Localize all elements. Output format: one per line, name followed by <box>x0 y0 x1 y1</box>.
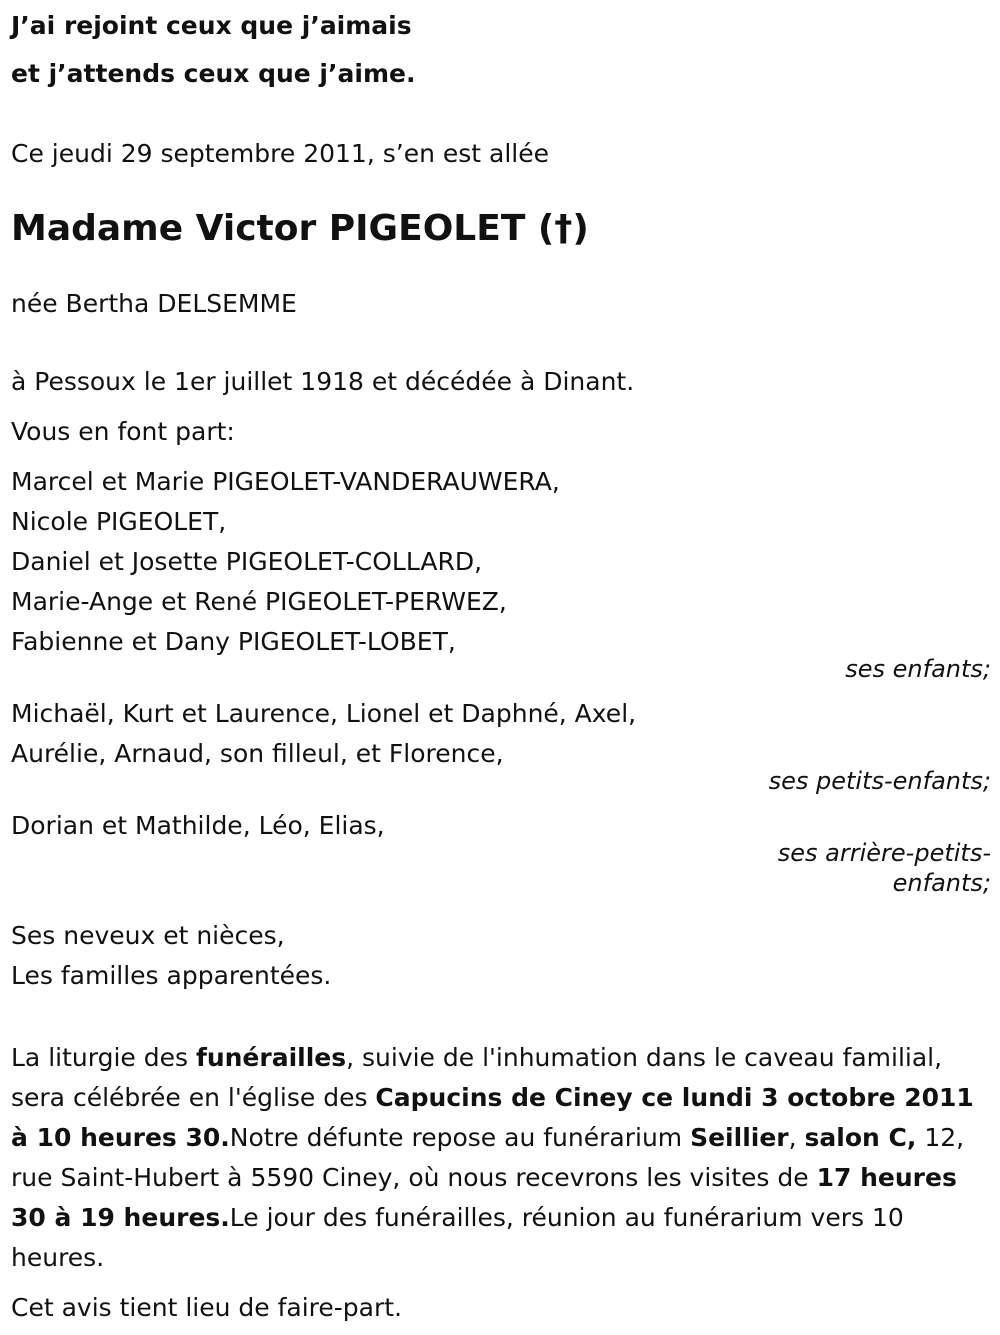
children-line: Marcel et Marie PIGEOLET-VANDERAUWERA, <box>11 467 560 496</box>
great-grandchildren-role <box>751 838 991 898</box>
grandchildren-line: Michaël, Kurt et Laurence, Lionel et Daphné, Axel, <box>11 699 637 728</box>
closing-note: Cet avis tient lieu de faire-part. <box>11 1293 403 1322</box>
funeral-text: La liturgie des <box>11 1043 196 1072</box>
epigraph <box>11 2 991 98</box>
great-grandchildren-line: Dorian et Mathilde, Léo, Elias, <box>11 811 385 840</box>
children-line: Fabienne et Dany PIGEOLET-LOBET, <box>11 627 456 656</box>
deceased-name <box>11 204 991 254</box>
intro-text: Ce jeudi 29 septembre 2011, s’en est allée <box>11 139 550 168</box>
announcement-label: Vous en font part: <box>11 417 235 446</box>
nephews-nieces: Ses neveux et nièces, <box>11 921 285 950</box>
great-grandchildren-role-line-1: ses arrière-petits- <box>777 839 991 867</box>
deceased-name-close: ) <box>572 208 589 249</box>
funeral-text: Notre défunte repose au funérarium <box>229 1123 691 1152</box>
funeral-text: Le jour des funérailles, réunion au funérarium vers 10 heures. <box>11 1203 904 1272</box>
children-line: Nicole PIGEOLET, <box>11 507 227 536</box>
great-grandchildren-role-line-2: enfants; <box>892 869 991 897</box>
extended-family <box>11 916 991 996</box>
children-role: ses enfants; <box>845 655 991 683</box>
funeral-bold: salon C, <box>804 1123 917 1152</box>
funeral-text: 12, rue Saint-Hubert à 5590 Ciney, où nous recevrons les visites de <box>11 1123 965 1192</box>
great-grandchildren-group <box>11 806 991 898</box>
maiden-name: née Bertha DELSEMME <box>11 289 297 318</box>
grandchildren-role: ses petits-enfants; <box>768 767 991 795</box>
funeral-bold: Seillier <box>690 1123 789 1152</box>
children-group <box>11 462 991 684</box>
funeral-bold: 17 heures 30 à 19 heures. <box>11 1163 957 1232</box>
epigraph-line-1: J’ai rejoint ceux que j’aimais <box>11 11 412 40</box>
grandchildren-line: Aurélie, Arnaud, son filleul, et Florence, <box>11 739 504 768</box>
funeral-text: , <box>788 1123 805 1152</box>
obituary-notice <box>11 0 991 1328</box>
grandchildren-group <box>11 694 991 796</box>
deceased-name-text: Madame Victor PIGEOLET ( <box>11 208 555 249</box>
epigraph-line-2: et j’attends ceux que j’aime. <box>11 59 416 88</box>
funeral-text: , suivie de l'inhumation dans le caveau familial, sera célébrée en l'église des <box>11 1043 943 1112</box>
funeral-bold: funérailles <box>195 1043 347 1072</box>
children-line: Marie-Ange et René PIGEOLET-PERWEZ, <box>11 587 507 616</box>
cross-icon: † <box>554 208 573 249</box>
funeral-bold: Capucins de Ciney ce lundi 3 octobre 2011 à 10 heures 30. <box>11 1083 974 1152</box>
children-line: Daniel et Josette PIGEOLET-COLLARD, <box>11 547 483 576</box>
related-families: Les familles apparentées. <box>11 961 332 990</box>
funeral-details <box>11 1038 991 1278</box>
birth-death-info: à Pessoux le 1er juillet 1918 et décédée à Dinant. <box>11 367 635 396</box>
